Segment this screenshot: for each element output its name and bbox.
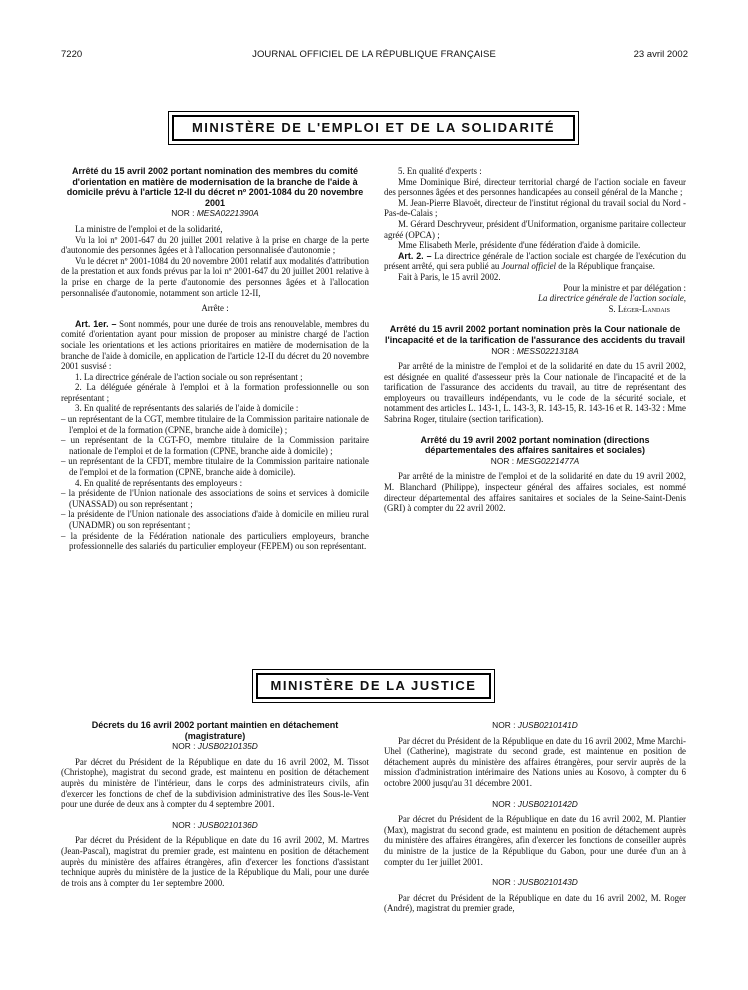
journal-title: JOURNAL OFFICIEL DE LA RÉPUBLIQUE FRANÇAISE: [252, 49, 496, 60]
paragraph: Vu le décret nº 2001-1084 du 20 novembre 2001 relatif aux modalités d'attribution de la prestation et aux fonds prévus par la loi nº 2001-647 du 20 juillet 2001 relative à la prise en charge de la perte d'autonomie des personnes âgées et à l'allocation personnalisée d'autonomie, notamment son article 12-II,: [61, 255, 369, 298]
section2-right-column: [384, 720, 686, 914]
signature-line: La directrice générale de l'action sociale,: [538, 293, 686, 304]
expert-entry: Mme Elisabeth Merle, présidente d'une fédération d'aide à domicile.: [398, 240, 641, 251]
nor-reference: NOR : MESA0221390A: [171, 208, 259, 219]
paragraph: Par décret du Président de la République en date du 16 avril 2002, M. Tissot (Christophe), magistrat du second grade, est maintenu en position de détachement auprès du ministère de l'intérieur, dans le corps des administrateurs civils, afin d'exercer les fonctions de chef de la subdivision administrative des îles Sous-le-Vent pour une durée de deux ans à compter du 4 septembre 2001.: [61, 756, 369, 810]
arrete-heading: Arrête :: [201, 303, 229, 314]
paragraph: Par décret du Président de la République en date du 16 avril 2002, Mme Marchi-Uhel (Catherine), magistrate du second grade, est maintenue en position de détachement auprès du ministère des affaires étrangères, pour servir auprès de la mission d'administration intérimaire des Nations unies au Kosovo, à compter du 6 octobre 2000 jusqu'au 31 décembre 2001.: [384, 735, 686, 788]
article-2: Art. 2. – La directrice générale de l'action sociale est chargée de l'exécution du présent arrêté, qui sera publié au Journal officiel de la République française.: [384, 250, 686, 272]
decree-title: Arrêté du 15 avril 2002 portant nomination des membres du comité d'orientation en matière de modernisation de la branche de l'aide à domicile prévu à l'article 12-II du décret nº 2001-1084 du 20 novembre 2001: [66, 166, 364, 208]
section2-left-column: [61, 720, 369, 888]
list-item: 3. En qualité de représentants des salariés de l'aide à domicile :: [75, 403, 299, 414]
decree-title: Arrêté du 15 avril 2002 portant nomination près la Cour nationale de l'incapacité et de la tarification de l'assurance des accidents du travail: [385, 324, 685, 345]
list-item: 4. En qualité de représentants des employeurs :: [75, 477, 243, 488]
expert-entry: M. Gérard Deschryveur, président d'Uniformation, organisme paritaire collecteur agréé (OPCA) ;: [384, 218, 686, 240]
nor-reference: NOR : MESS0221318A: [491, 345, 579, 356]
nor-reference: NOR : JUSB0210135D: [172, 741, 258, 752]
ministry-banner-justice: MINISTÈRE DE LA JUSTICE: [256, 673, 491, 699]
nor-reference: NOR : JUSB0210142D: [492, 798, 578, 809]
paragraph: Vu la loi nº 2001-647 du 20 juillet 2001 relative à la prise en charge de la perte d'autonomie des personnes âgées et à l'allocation personnalisée d'autonomie ;: [61, 234, 369, 256]
list-item: 1. La directrice générale de l'action sociale ou son représentant ;: [75, 371, 303, 382]
expert-entry: M. Jean-Pierre Blavoët, directeur de l'institut régional du travail social du Nord - Pas-de-Calais ;: [384, 197, 686, 219]
section1-left-column: [61, 166, 369, 552]
paragraph: Par arrêté de la ministre de l'emploi et de la solidarité en date du 19 avril 2002, M. Blanchard (Philippe), inspecteur général des affaires sociales, est nommé directeur départemental des affaires sanitaires et sociales de la Seine-Saint-Denis (GRI) à compter du 22 avril 2002.: [384, 471, 686, 514]
list-item: – un représentant de la CGT-FO, membre titulaire de la Commission paritaire nationale de l'emploi et de la formation (CPNE, branche aide à domicile) ;: [61, 435, 369, 456]
nor-reference: NOR : JUSB0210136D: [172, 819, 258, 830]
list-item: 5. En qualité d'experts :: [398, 166, 482, 176]
signing-place-date: Fait à Paris, le 15 avril 2002.: [398, 271, 501, 282]
paragraph: Par décret du Président de la République en date du 16 avril 2002, M. Roger (André), magistrat du premier grade,: [384, 892, 686, 914]
nor-reference: NOR : MESG0221477A: [490, 455, 580, 466]
nor-reference: NOR : JUSB0210143D: [492, 877, 578, 888]
list-item: 2. La déléguée générale à l'emploi et à la formation professionnelle ou son représentant ;: [61, 382, 369, 403]
paragraph: Par décret du Président de la République en date du 16 avril 2002, M. Martres (Jean-Pascal), magistrat du premier grade, est maintenu en position de détachement auprès du ministère des affaires étrangères, afin d'exercer les fonctions d'assistant technique auprès du ministère de la justice de la République du Mali, pour une durée de trois ans à compter du 1er septembre 2000.: [61, 835, 369, 888]
ministry-banner-emploi: MINISTÈRE DE L'EMPLOI ET DE LA SOLIDARITÉ: [172, 115, 575, 141]
signatory-name: S. Léger-Landais: [608, 303, 670, 314]
decree-title: Arrêté du 19 avril 2002 portant nomination (directions départementales des affaires sanitaires et sociales): [420, 434, 650, 456]
expert-entry: Mme Dominique Biré, directeur territorial chargé de l'action sociale en faveur des personnes âgées et des personnes handicapées au conseil général de la Manche ;: [384, 176, 686, 198]
paragraph: La ministre de l'emploi et de la solidarité,: [75, 223, 223, 234]
list-item: – la présidente de l'Union nationale des associations de soins et services à domicile (UNASSAD) ou son représentant ;: [61, 488, 369, 509]
decree-title: Décrets du 16 avril 2002 portant maintien en détachement (magistrature): [91, 720, 339, 741]
list-item: – un représentant de la CGT, membre titulaire de la Commission paritaire nationale de l'emploi et de la formation (CPNE, branche aide à domicile) ;: [61, 414, 369, 435]
list-item: – un représentant de la CFDT, membre titulaire de la Commission paritaire nationale de l'emploi et de la formation (CPNE, branche aide à domicile).: [61, 456, 369, 478]
list-item: – la présidente de la Fédération nationale des particuliers employeurs, branche professionnelle des salariés du particulier employeur (FEPEM) ou son représentant.: [61, 530, 369, 552]
paragraph: Par arrêté de la ministre de l'emploi et de la solidarité en date du 15 avril 2002, est désignée en qualité d'assesseur près la Cour nationale de l'incapacité et de la tarification de l'assurance des accidents du travail, au titre de représentant des employeurs ou travailleurs indépendants, vu le code de la sécurité sociale, et notamment des articles L. 143-1, L. 143-3, R. 143-15, R. 143-16 et R. 143-32 : Mme Sabrina Roger, titulaire (section tarification).: [384, 361, 686, 425]
article-1: Art. 1er. – Sont nommés, pour une durée de trois ans renouvelable, membres du comité d'orientation ayant pour mission de proposer au ministre chargé de l'action sociale les orientations et les actions prioritaires en matière de modernisation de la branche de l'aide à domicile, en application de l'article 12-II du décret du 20 novembre 2001 susvisé :: [61, 318, 370, 372]
paragraph: Par décret du Président de la République en date du 16 avril 2002, M. Plantier (Max), magistrat du second grade, est maintenu en position de détachement auprès du ministère des affaires étrangères, afin d'exercer les fonctions de conseiller auprès du ministre de la justice de la République du Gabon, pour une durée d'un an à compter du 1er juillet 2001.: [384, 814, 686, 867]
signature-line: Pour la ministre et par délégation :: [563, 282, 686, 293]
list-item: – la présidente de l'Union nationale des associations d'aide à domicile en milieu rural (UNADMR) ou son représentant ;: [61, 509, 369, 530]
nor-reference: NOR : JUSB0210141D: [492, 720, 578, 730]
section1-right-column: [384, 166, 686, 514]
publication-date: 23 avril 2002: [633, 49, 688, 60]
page-number: 7220: [61, 49, 83, 60]
